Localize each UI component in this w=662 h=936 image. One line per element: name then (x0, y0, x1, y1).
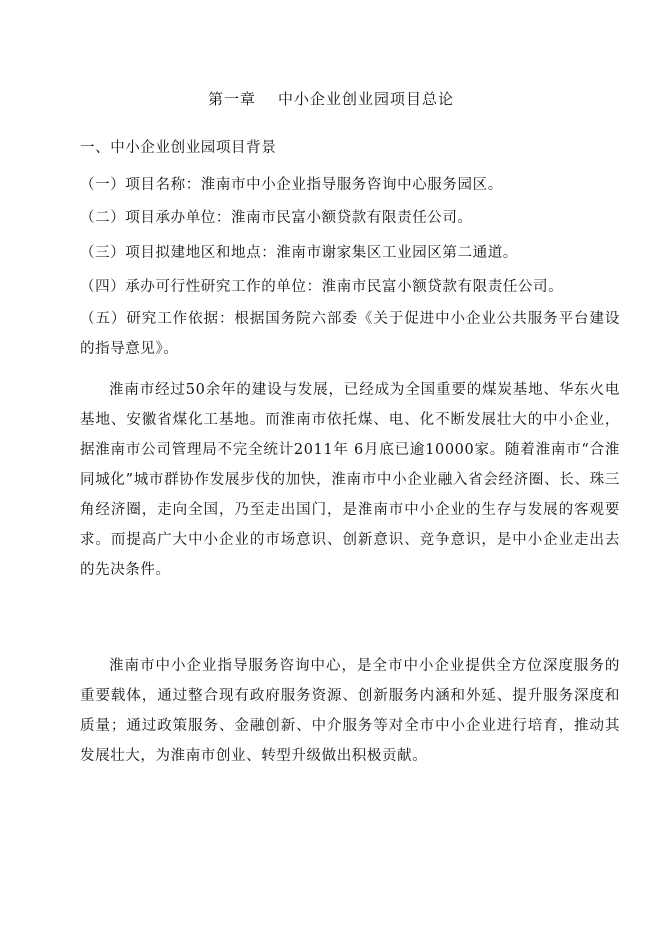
chapter-number: 第一章 (207, 90, 256, 108)
section-heading: 一、中小企业创业园项目背景 (80, 140, 277, 156)
background-item-5: （五）研究工作依据：根据国务院六部委《关于促进中小企业公共服务平台建设的指导意见》。 (80, 311, 620, 357)
background-item-2: （二）项目承办单位：淮南市民富小额贷款有限责任公司。 (80, 210, 473, 226)
background-item-4: （四）承办可行性研究工作的单位：淮南市民富小额贷款有限责任公司。 (80, 279, 564, 295)
background-item-3: （三）项目拟建地区和地点：淮南市谢家集区工业园区第二通道。 (80, 245, 518, 261)
paragraph-service-center: 淮南市中小企业指导服务咨询中心，是全市中小企业提供全方位深度服务的重要载体，通过整合现有政府服务资源、创新服务内涵和外延、提升服务深度和质量；通过政策服务、金融创新、中介服务等对全市中小企业进行培育，推动其发展壮大，为淮南市创业、转型升级做出积极贡献。 (80, 658, 620, 764)
chapter-title (0, 88, 662, 110)
background-item-1: （一）项目名称：淮南市中小企业指导服务咨询中心服务园区。 (80, 177, 503, 193)
chapter-heading: 中小企业创业园项目总论 (278, 90, 455, 108)
paragraph-development: 淮南市经过50余年的建设与发展，已经成为全国重要的煤炭基地、华东火电基地、安徽省煤化工基地。而淮南市依托煤、电、化不断发展壮大的中小企业，据淮南市公司管理局不完全统计2011年 6月底已逾10000家。随着淮南市“合淮同城化”城市群协作发展步伐的加快，淮南市中小企业融入省会经济圈、长、珠三角经济圈，走向全国，乃至走出国门，是淮南市中小企业的生存与发展的客观要求。而提高广大中小企业的市场意识、创新意识、竞争意识，是中小企业走出去的先决条件。 (80, 382, 620, 578)
